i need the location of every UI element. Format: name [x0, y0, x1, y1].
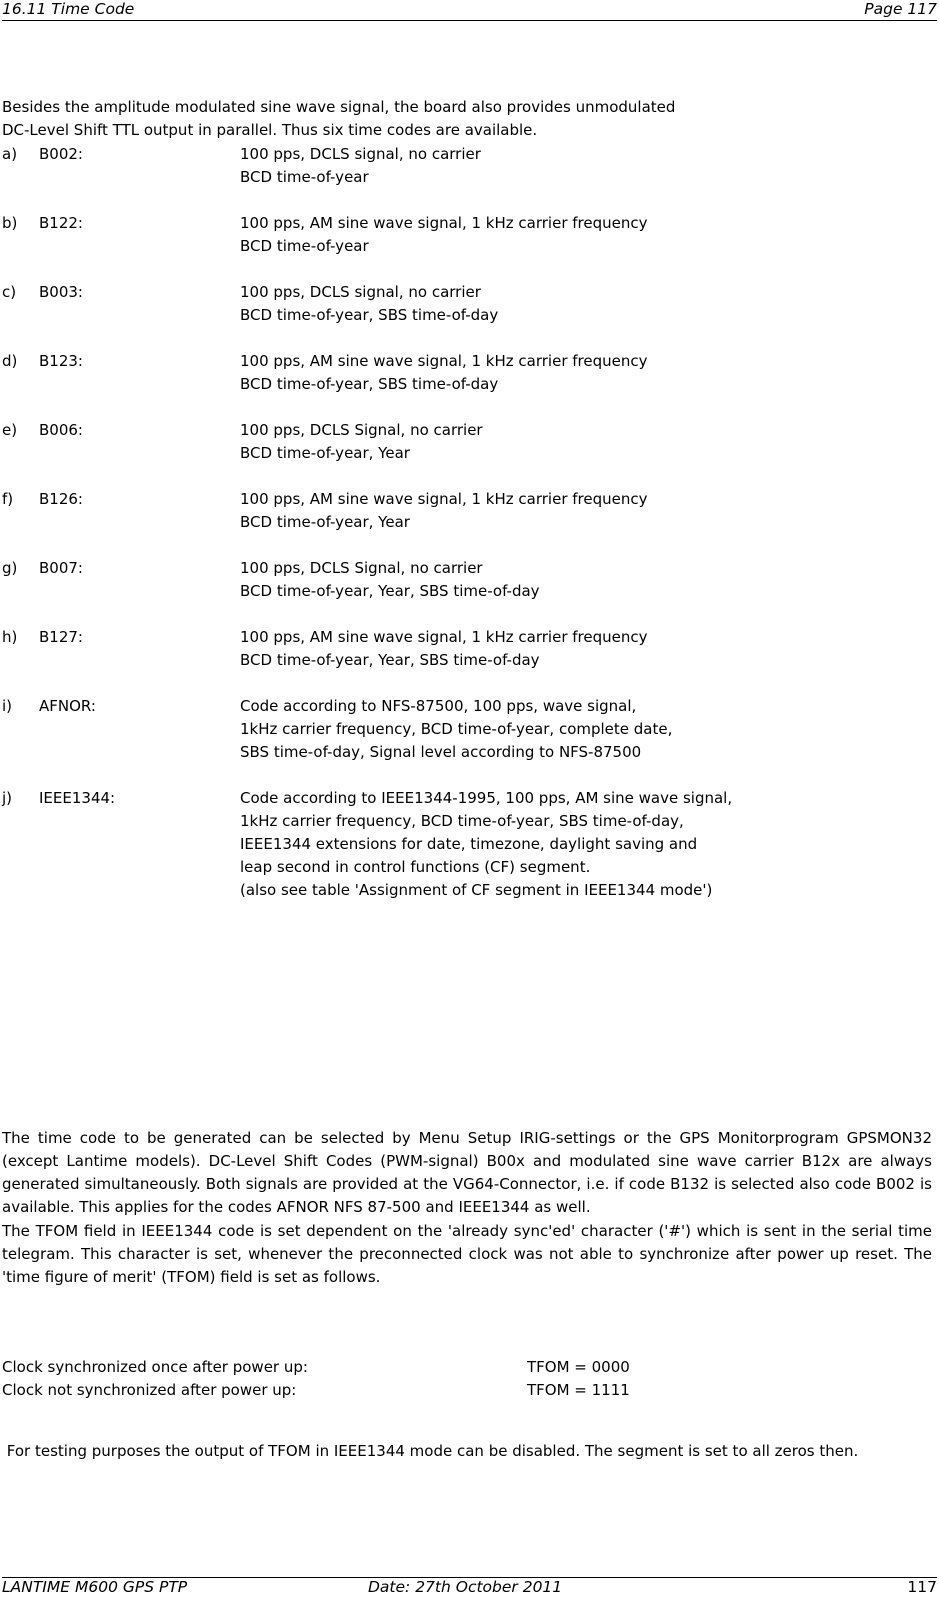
code-letter: j) — [2, 789, 13, 807]
code-item-h — [2, 626, 932, 672]
code-name: B002: — [39, 145, 83, 163]
code-description — [240, 281, 932, 327]
tfom-condition: Clock not synchronized after power up: — [2, 1381, 297, 1399]
code-description-line: 100 pps, DCLS signal, no carrier — [240, 145, 481, 163]
code-description-line: 100 pps, DCLS Signal, no carrier — [240, 421, 483, 439]
code-description-line: BCD time-of-year, Year, SBS time-of-day — [240, 582, 540, 600]
page-header — [2, 0, 937, 21]
code-description-line: 100 pps, AM sine wave signal, 1 kHz carrier frequency — [240, 352, 648, 370]
tfom-table — [2, 1356, 932, 1402]
code-letter: b) — [2, 214, 18, 232]
code-description — [240, 143, 932, 189]
time-code-list — [2, 143, 932, 925]
code-description — [240, 787, 932, 902]
tfom-paragraph-text: The TFOM field in IEEE1344 code is set dependent on the 'already sync'ed' character ('#') which is sent in the serial time telegram. This character is set, whenever the preconnected clock was not able to synchronize after power up reset. The 'time figure of merit' (TFOM) field is set as follows. — [2, 1222, 932, 1286]
code-name: B127: — [39, 628, 83, 646]
code-description-line: leap second in control functions (CF) segment. — [240, 858, 591, 876]
code-name: B123: — [39, 352, 83, 370]
code-item-c — [2, 281, 932, 327]
code-name: B126: — [39, 490, 83, 508]
code-letter: e) — [2, 421, 18, 439]
footer-product-name: LANTIME M600 GPS PTP — [2, 1578, 188, 1596]
code-letter: i) — [2, 697, 13, 715]
header-page-number: Page 117 — [864, 0, 937, 18]
code-description-line: 100 pps, AM sine wave signal, 1 kHz carrier frequency — [240, 214, 648, 232]
code-description-line: BCD time-of-year, SBS time-of-day — [240, 375, 499, 393]
code-name: B003: — [39, 283, 83, 301]
code-item-e — [2, 419, 932, 465]
selection-paragraph-text: The time code to be generated can be selected by Menu Setup IRIG-settings or the GPS Monitorprogram GPSMON32 (except Lantime models). DC-Level Shift Codes (PWM-signal) B00x and modulated sine wave carrier B12x are always generated simultaneously. Both signals are provided at the VG64-Connector, i.e. if code B132 is selected also code B002 is available. This applies for the codes AFNOR NFS 87-500 and IEEE1344 as well. — [2, 1129, 932, 1216]
selection-paragraph — [2, 1127, 932, 1219]
code-letter: c) — [2, 283, 17, 301]
tfom-paragraph — [2, 1220, 932, 1289]
page-footer — [2, 1577, 937, 1598]
code-description-line: 100 pps, DCLS signal, no carrier — [240, 283, 481, 301]
code-description — [240, 557, 932, 603]
code-letter: f) — [2, 490, 14, 508]
code-description-line: 1kHz carrier frequency, BCD time-of-year, SBS time-of-day, — [240, 812, 684, 830]
code-description-line: Code according to NFS-87500, 100 pps, wave signal, — [240, 697, 637, 715]
code-description-line: BCD time-of-year, SBS time-of-day — [240, 306, 499, 324]
code-letter: g) — [2, 559, 18, 577]
code-item-g — [2, 557, 932, 603]
code-letter: a) — [2, 145, 18, 163]
code-description — [240, 695, 932, 764]
code-description-line: 1kHz carrier frequency, BCD time-of-year, complete date, — [240, 720, 673, 738]
code-item-i — [2, 695, 932, 764]
footer-date: Date: 27th October 2011 — [368, 1578, 563, 1596]
code-description-line: BCD time-of-year — [240, 237, 369, 255]
testing-paragraph — [2, 1440, 932, 1463]
tfom-condition: Clock synchronized once after power up: — [2, 1358, 308, 1376]
intro-line: Besides the amplitude modulated sine wave signal, the board also provides unmodulated — [2, 98, 676, 116]
code-description — [240, 350, 932, 396]
code-name: IEEE1344: — [39, 789, 116, 807]
code-description-line: BCD time-of-year, Year — [240, 444, 410, 462]
code-item-f — [2, 488, 932, 534]
code-description-line: 100 pps, AM sine wave signal, 1 kHz carrier frequency — [240, 490, 648, 508]
code-description-line: BCD time-of-year — [240, 168, 369, 186]
code-description — [240, 626, 932, 672]
code-item-j — [2, 787, 932, 902]
code-description — [240, 212, 932, 258]
testing-paragraph-text: For testing purposes the output of TFOM in IEEE1344 mode can be disabled. The segment is set to all zeros then. — [2, 1442, 859, 1460]
code-description-line: BCD time-of-year, Year, SBS time-of-day — [240, 651, 540, 669]
code-name: B122: — [39, 214, 83, 232]
code-description — [240, 419, 932, 465]
code-item-a — [2, 143, 932, 189]
code-description-line: Code according to IEEE1344-1995, 100 pps, AM sine wave signal, — [240, 789, 733, 807]
tfom-value: TFOM = 1111 — [527, 1381, 630, 1399]
code-item-b — [2, 212, 932, 258]
code-description-line: 100 pps, DCLS Signal, no carrier — [240, 559, 483, 577]
tfom-row — [2, 1356, 932, 1379]
code-name: B007: — [39, 559, 83, 577]
code-description-line: 100 pps, AM sine wave signal, 1 kHz carrier frequency — [240, 628, 648, 646]
code-letter: d) — [2, 352, 18, 370]
code-description-line: (also see table 'Assignment of CF segment in IEEE1344 mode') — [240, 881, 713, 899]
code-name: AFNOR: — [39, 697, 96, 715]
code-description — [240, 488, 932, 534]
code-description-line: BCD time-of-year, Year — [240, 513, 410, 531]
intro-line: DC-Level Shift TTL output in parallel. Thus six time codes are available. — [2, 121, 538, 139]
code-description-line: IEEE1344 extensions for date, timezone, daylight saving and — [240, 835, 698, 853]
code-item-d — [2, 350, 932, 396]
tfom-value: TFOM = 0000 — [527, 1358, 630, 1376]
tfom-row — [2, 1379, 932, 1402]
intro-paragraph — [2, 96, 932, 142]
header-section-title: 16.11 Time Code — [2, 0, 135, 18]
code-letter: h) — [2, 628, 18, 646]
code-name: B006: — [39, 421, 83, 439]
code-description-line: SBS time-of-day, Signal level according to NFS-87500 — [240, 743, 642, 761]
footer-page-number: 117 — [907, 1578, 937, 1596]
